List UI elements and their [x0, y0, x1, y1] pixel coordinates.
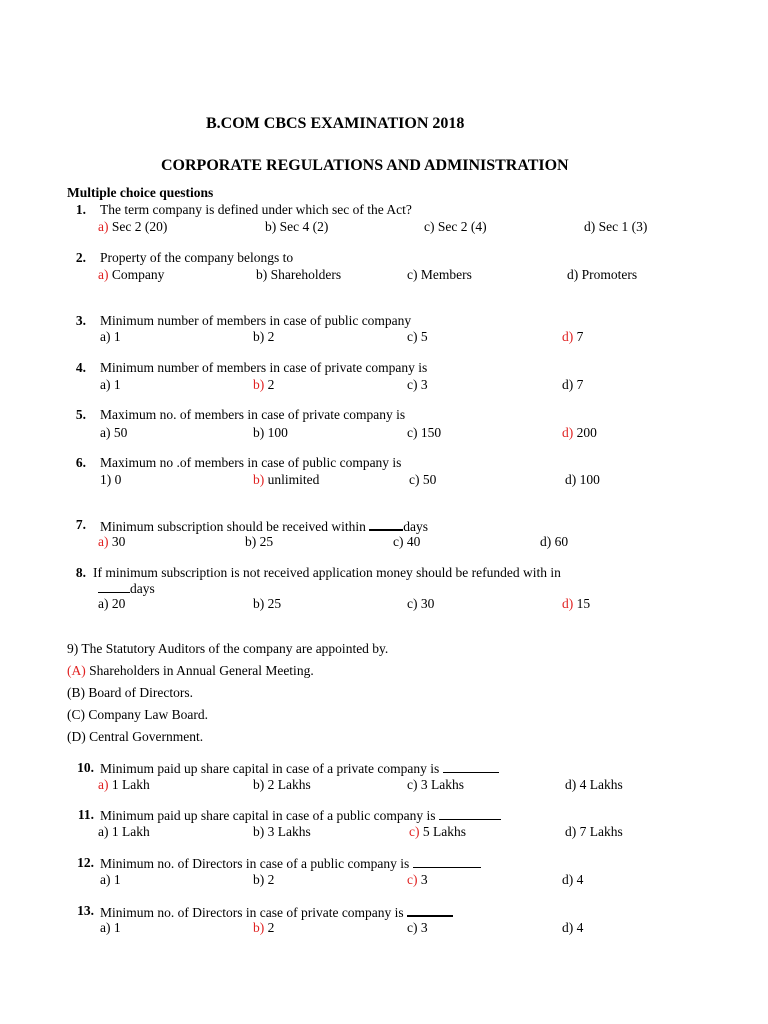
option-letter: d) — [562, 920, 574, 935]
option-letter: 1) — [100, 472, 112, 487]
option-text: 3 — [417, 377, 428, 392]
question-text: 9) The Statutory Auditors of the company are appointed by. — [67, 641, 389, 656]
option-letter: a) — [100, 377, 111, 392]
option-letter: d) — [584, 219, 596, 234]
option-letter: b) — [253, 472, 265, 487]
option-b — [253, 596, 281, 612]
option-text: Members — [417, 267, 472, 282]
option-c — [407, 425, 441, 441]
question-text: The term company is defined under which sec of the Act? — [100, 202, 412, 217]
option-letter: d) — [565, 824, 577, 839]
option-letter: b) — [245, 534, 257, 549]
option-text: 2 — [264, 329, 275, 344]
option-a — [98, 534, 125, 550]
answer-blank — [413, 855, 481, 868]
option-text: 1 — [110, 329, 121, 344]
option-text: 30 — [108, 534, 126, 549]
question-text-before: Minimum paid up share capital in case of a private company is — [100, 761, 443, 776]
option-a — [98, 267, 164, 283]
option-b — [253, 472, 319, 488]
option-d — [562, 377, 583, 393]
option-letter: d) — [565, 472, 577, 487]
option-b — [253, 329, 274, 345]
option-text: 20 — [108, 596, 126, 611]
option-a — [98, 777, 150, 793]
question-text-line2 — [98, 580, 155, 597]
option-text: 3 — [417, 872, 428, 887]
option-d — [565, 472, 600, 488]
option-letter: c) — [407, 920, 418, 935]
option-a — [100, 425, 127, 441]
option-letter: c) — [407, 777, 418, 792]
option-letter: d) — [562, 596, 574, 611]
option-letter: b) — [253, 872, 265, 887]
option-text: 2 — [264, 872, 275, 887]
option-b — [67, 685, 193, 701]
option-text: 2 — [264, 377, 275, 392]
option-text: 7 Lakhs — [576, 824, 623, 839]
option-text: 4 Lakhs — [576, 777, 623, 792]
option-letter: c) — [407, 329, 418, 344]
question-number: 1. — [75, 202, 86, 217]
question-text: Minimum number of members in case of private company is — [100, 360, 428, 375]
option-d — [562, 596, 590, 612]
question-text — [100, 517, 428, 535]
option-letter: a) — [100, 920, 111, 935]
option-letter: d) — [567, 267, 579, 282]
question-text-after: days — [403, 519, 428, 534]
option-text: 0 — [111, 472, 122, 487]
question-number: 10. — [77, 760, 94, 775]
option-letter: c) — [393, 534, 404, 549]
option-c — [407, 377, 428, 393]
option-letter: a) — [100, 872, 111, 887]
option-letter: d) — [562, 872, 574, 887]
question-text: Maximum no .of members in case of public company is — [100, 455, 402, 470]
option-b — [253, 425, 288, 441]
option-text: Sec 4 (2) — [276, 219, 329, 234]
option-c — [67, 707, 208, 723]
option-d — [562, 920, 583, 936]
option-c — [409, 824, 466, 840]
question-number: 12. — [77, 855, 94, 870]
option-letter: a) — [98, 219, 109, 234]
option-text: Shareholders in Annual General Meeting. — [85, 663, 314, 678]
question-text-before: Minimum paid up share capital in case of a public company is — [100, 808, 439, 823]
option-c — [393, 534, 420, 550]
option-d — [562, 329, 583, 345]
question-text — [100, 855, 481, 872]
option-b — [253, 920, 274, 936]
question-text-before: Minimum subscription should be received within — [100, 519, 370, 534]
option-c — [407, 329, 428, 345]
option-b — [253, 777, 311, 793]
option-text: Shareholders — [267, 267, 342, 282]
option-c — [407, 267, 472, 283]
option-d — [584, 219, 647, 235]
question-number: 7. — [75, 517, 86, 532]
option-a — [67, 663, 314, 679]
option-d — [562, 425, 597, 441]
option-letter: b) — [256, 267, 268, 282]
option-text: 7 — [573, 377, 584, 392]
option-d — [67, 729, 203, 745]
question-text: Property of the company belongs to — [100, 250, 294, 265]
option-text: Sec 2 (4) — [434, 219, 487, 234]
option-letter: a) — [98, 534, 109, 549]
option-text: 60 — [551, 534, 569, 549]
option-d — [540, 534, 568, 550]
question-text — [100, 903, 453, 921]
option-letter: c) — [409, 824, 420, 839]
option-text: 1 Lakh — [108, 777, 150, 792]
option-letter: c) — [409, 472, 420, 487]
option-letter: c) — [407, 267, 418, 282]
question-text: Minimum number of members in case of public company — [100, 313, 412, 328]
option-text: 3 Lakhs — [264, 824, 311, 839]
question-number: 6. — [75, 455, 86, 470]
option-c — [424, 219, 487, 235]
option-d — [565, 777, 623, 793]
option-letter: b) — [253, 377, 265, 392]
option-letter: d) — [565, 777, 577, 792]
option-letter: (B) — [67, 685, 85, 700]
option-text: 1 — [110, 872, 121, 887]
option-letter: d) — [540, 534, 552, 549]
option-a — [98, 824, 150, 840]
option-b — [253, 872, 274, 888]
option-text: Company Law Board. — [85, 707, 208, 722]
question-number: 13. — [77, 903, 94, 918]
option-text: Sec 2 (20) — [108, 219, 168, 234]
option-text: 50 — [419, 472, 437, 487]
option-text: 4 — [573, 920, 584, 935]
option-text: Board of Directors. — [85, 685, 193, 700]
option-letter: a) — [98, 824, 109, 839]
question-number: 5. — [75, 407, 86, 422]
answer-blank — [98, 580, 130, 593]
question-text-after: days — [130, 581, 155, 596]
option-letter: a) — [98, 596, 109, 611]
option-a — [100, 329, 121, 345]
option-d — [562, 872, 583, 888]
option-letter: a) — [100, 425, 111, 440]
option-letter: b) — [253, 824, 265, 839]
question-number: 4. — [75, 360, 86, 375]
option-d — [567, 267, 637, 283]
option-c — [407, 920, 428, 936]
exam-title: B.COM CBCS EXAMINATION 2018 — [206, 115, 465, 132]
option-letter: b) — [265, 219, 277, 234]
option-text: 3 Lakhs — [417, 777, 464, 792]
question-number: 8. — [75, 565, 86, 580]
question-number: 3. — [75, 313, 86, 328]
option-a — [100, 377, 121, 393]
option-letter: c) — [407, 425, 418, 440]
option-c — [407, 872, 428, 888]
option-text: Sec 1 (3) — [595, 219, 648, 234]
section-heading: Multiple choice questions — [67, 185, 214, 200]
question-text — [100, 760, 499, 777]
option-a — [98, 219, 167, 235]
option-letter: c) — [407, 377, 418, 392]
option-text: 3 — [417, 920, 428, 935]
option-letter: (D) — [67, 729, 86, 744]
option-text: Central Government. — [85, 729, 204, 744]
option-b — [253, 377, 274, 393]
option-letter: b) — [253, 425, 265, 440]
option-text: 1 — [110, 377, 121, 392]
option-b — [265, 219, 328, 235]
option-a — [100, 872, 121, 888]
option-a — [98, 596, 125, 612]
question-text-before: Minimum no. of Directors in case of a public company is — [100, 856, 413, 871]
option-b — [256, 267, 341, 283]
option-letter: a) — [100, 329, 111, 344]
option-text: 5 Lakhs — [419, 824, 466, 839]
option-letter: b) — [253, 596, 265, 611]
option-text: 7 — [573, 329, 584, 344]
option-c — [407, 777, 464, 793]
option-text: 4 — [573, 872, 584, 887]
option-text: Promoters — [578, 267, 638, 282]
option-text: 200 — [573, 425, 597, 440]
answer-blank — [407, 903, 453, 917]
option-c — [409, 472, 436, 488]
option-a — [100, 472, 121, 488]
option-letter: d) — [562, 377, 574, 392]
question-text-before: Minimum no. of Directors in case of private company is — [100, 905, 408, 920]
question-text — [100, 807, 501, 824]
question-number: 2. — [75, 250, 86, 265]
question-text: If minimum subscription is not received application money should be refunded with in — [93, 565, 561, 580]
option-letter: b) — [253, 920, 265, 935]
option-letter: a) — [98, 267, 109, 282]
option-letter: b) — [253, 777, 265, 792]
option-text: unlimited — [264, 472, 320, 487]
option-letter: (C) — [67, 707, 85, 722]
option-letter: c) — [407, 596, 418, 611]
option-d — [565, 824, 623, 840]
option-b — [253, 824, 311, 840]
option-text: 40 — [403, 534, 421, 549]
subject-title: CORPORATE REGULATIONS AND ADMINISTRATION — [161, 157, 569, 174]
option-text: 30 — [417, 596, 435, 611]
option-text: 2 — [264, 920, 275, 935]
option-letter: b) — [253, 329, 265, 344]
option-letter: a) — [98, 777, 109, 792]
answer-blank — [443, 760, 499, 773]
option-text: 150 — [417, 425, 442, 440]
option-letter: c) — [407, 872, 418, 887]
option-text: 100 — [264, 425, 288, 440]
option-letter: d) — [562, 425, 574, 440]
option-text: 100 — [576, 472, 600, 487]
option-text: Company — [108, 267, 165, 282]
option-a — [100, 920, 121, 936]
option-text: 2 Lakhs — [264, 777, 311, 792]
option-text: 25 — [256, 534, 274, 549]
question-text: Maximum no. of members in case of private company is — [100, 407, 406, 422]
answer-blank — [439, 807, 501, 820]
option-letter: (A) — [67, 663, 86, 678]
option-text: 1 — [110, 920, 121, 935]
option-text: 25 — [264, 596, 282, 611]
option-letter: d) — [562, 329, 574, 344]
option-text: 5 — [417, 329, 428, 344]
question-number: 11. — [77, 807, 94, 822]
answer-blank — [369, 517, 403, 531]
option-c — [407, 596, 434, 612]
option-text: 15 — [573, 596, 591, 611]
option-b — [245, 534, 273, 550]
option-text: 50 — [110, 425, 128, 440]
option-letter: c) — [424, 219, 435, 234]
option-text: 1 Lakh — [108, 824, 150, 839]
